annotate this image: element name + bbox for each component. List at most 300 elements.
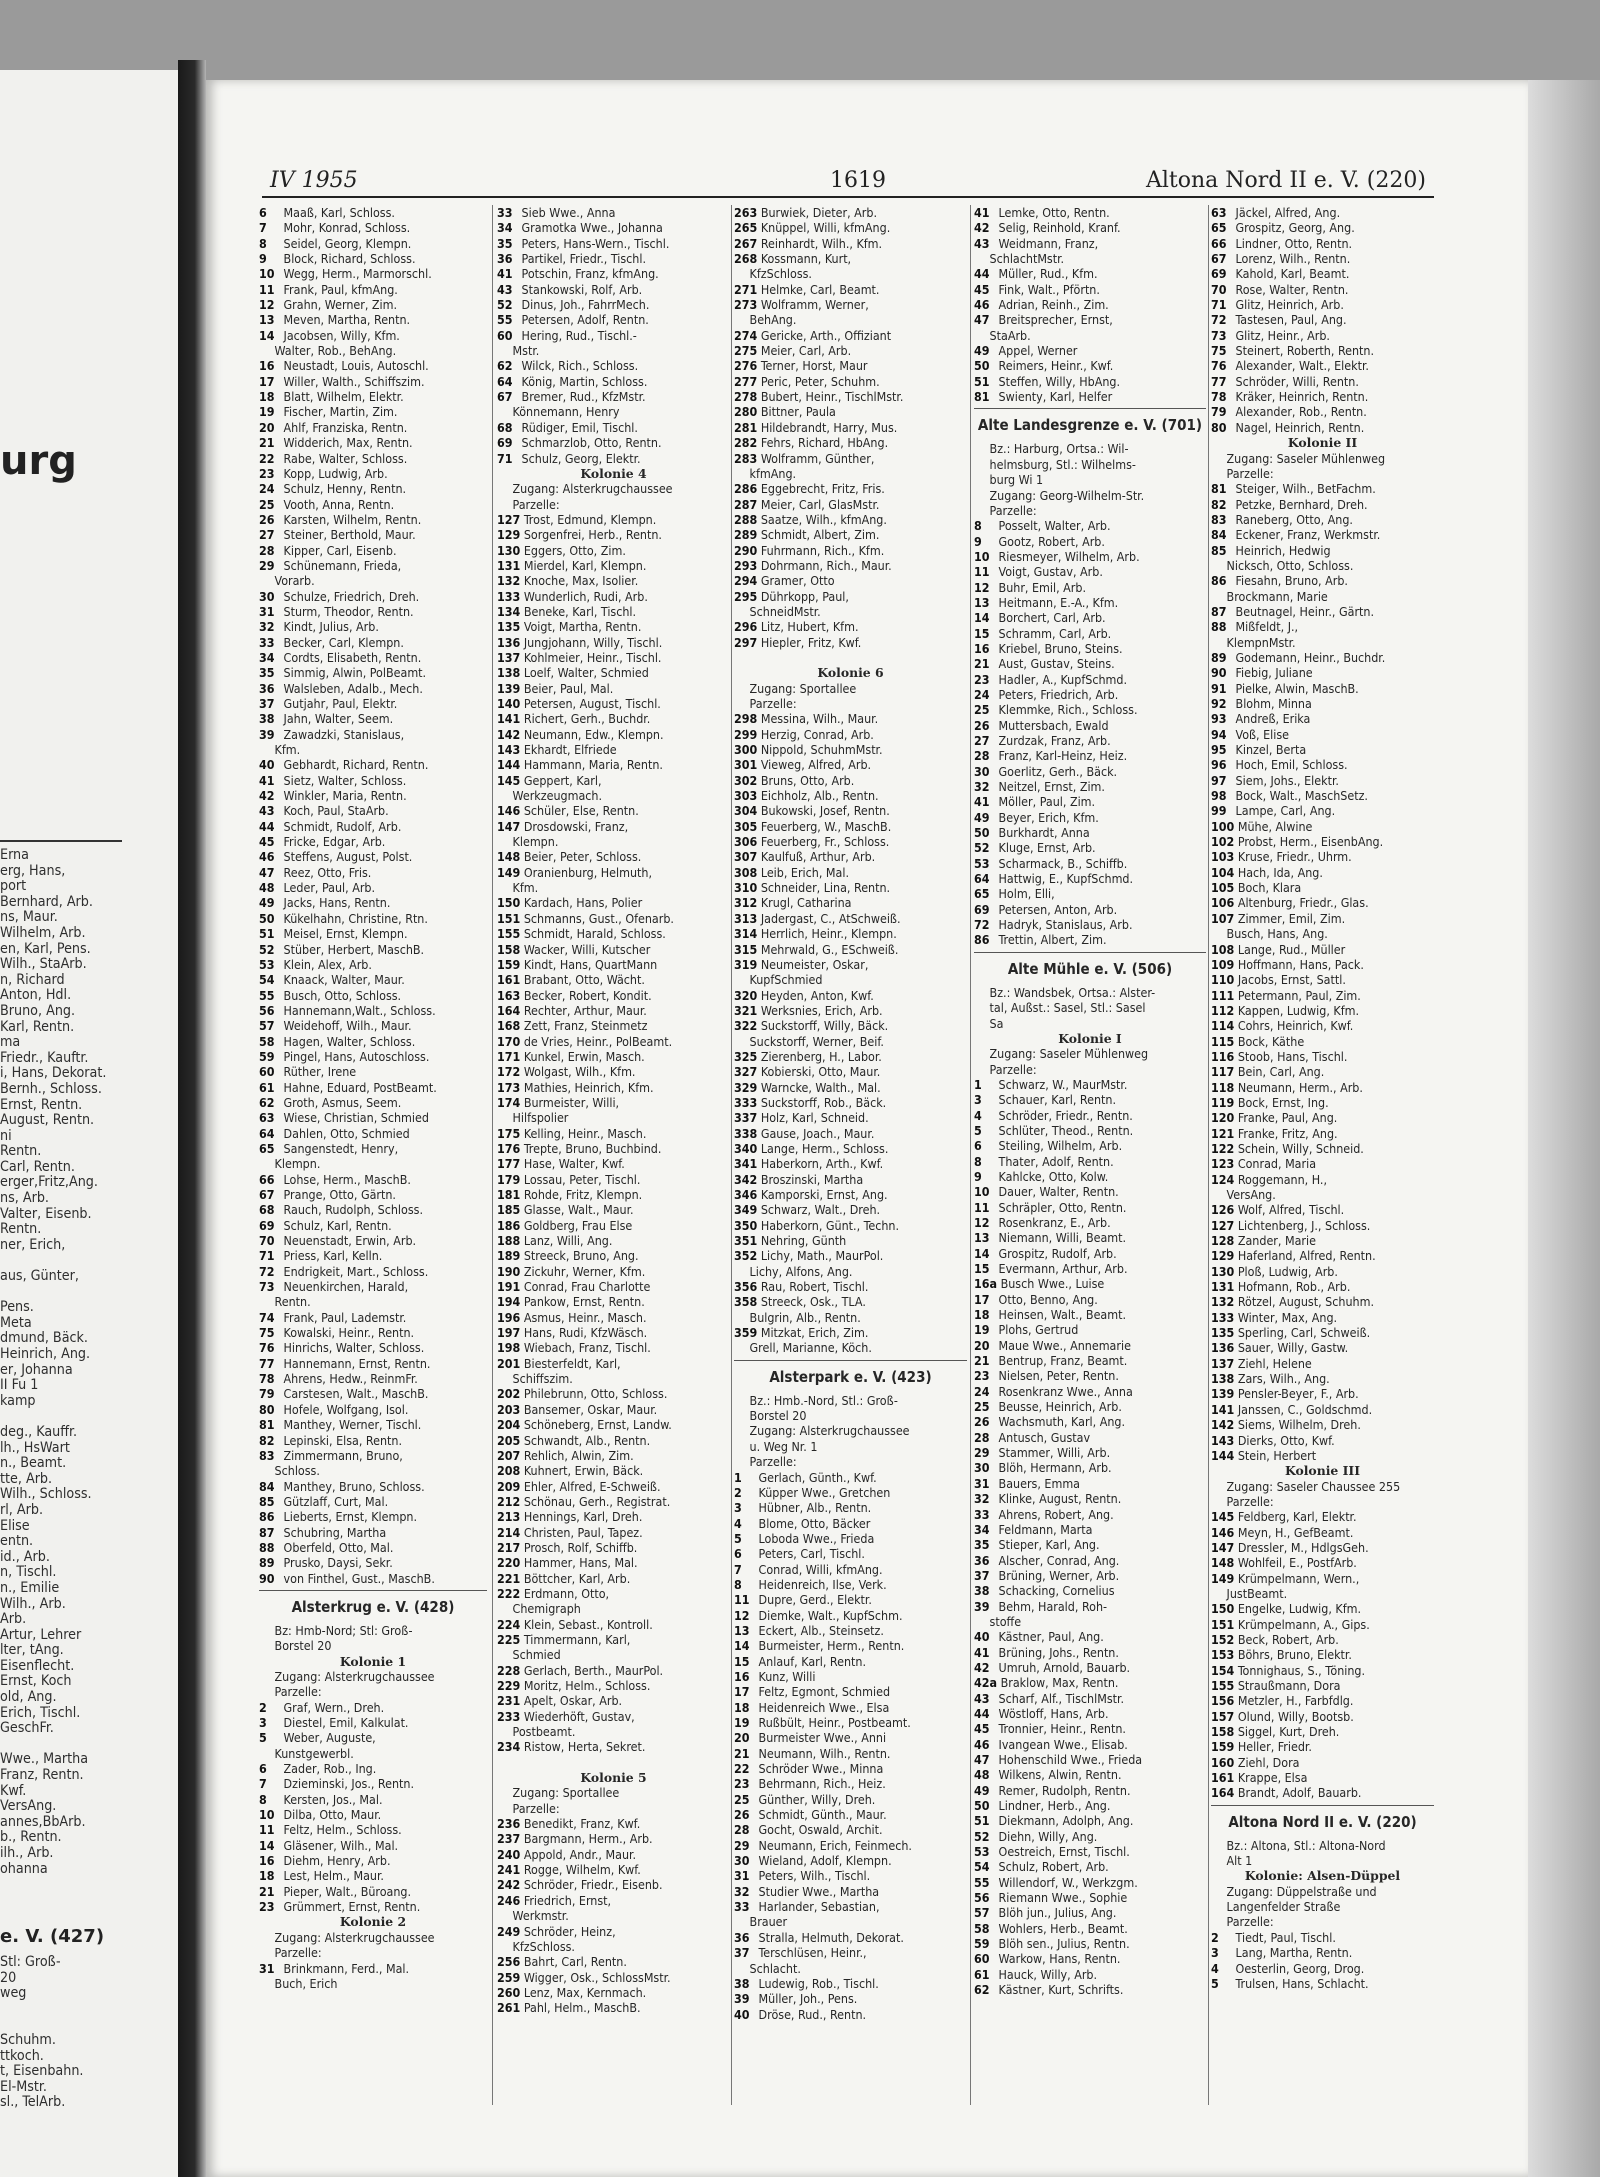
directory-entry <box>734 1991 967 2006</box>
entry-text: Schulz, Henny, Rentn. <box>283 481 407 497</box>
directory-entry <box>734 282 967 297</box>
plot-number: 33 <box>734 1899 750 1915</box>
directory-entry <box>1211 1172 1434 1187</box>
directory-entry <box>259 451 487 466</box>
left-page-line: Meta <box>0 1314 32 1331</box>
plot-number: 150 <box>497 895 521 911</box>
plot-number: 346 <box>734 1187 758 1202</box>
entry-text: Beier, Peter, Schloss. <box>523 849 642 865</box>
directory-entry <box>1211 420 1434 435</box>
plot-number: 153 <box>1211 1647 1235 1663</box>
plot-number: 23 <box>974 1368 990 1384</box>
entry-text: Hoch, Emil, Schloss. <box>1235 757 1348 773</box>
entry-text: Zugang: Alsterkrugchaussee <box>749 1423 910 1439</box>
plot-number: 185 <box>497 1202 521 1218</box>
directory-entry <box>259 1479 487 1494</box>
plot-number: 20 <box>259 419 275 435</box>
directory-entry <box>974 886 1206 901</box>
directory-entry <box>1211 1095 1434 1110</box>
plot-number: 71 <box>259 1248 275 1264</box>
entry-text: Trost, Edmund, Klempn. <box>523 511 657 527</box>
left-page-line: n, Richard <box>0 971 65 988</box>
entry-text: Siems, Wilhelm, Dreh. <box>1237 1417 1361 1433</box>
plot-number: 138 <box>497 665 521 681</box>
plot-number: 70 <box>259 1233 275 1249</box>
entry-text: Burmeister, Willi, <box>523 1094 620 1110</box>
directory-entry <box>734 1454 967 1469</box>
entry-text: Dröse, Rud., Rentn. <box>758 2006 867 2022</box>
section-heading: Kolonie 4 <box>580 465 647 481</box>
entry-text: Zimmermann, Bruno, <box>283 1447 403 1463</box>
plot-number: 293 <box>734 557 758 573</box>
entry-text: Schmied <box>512 1647 561 1663</box>
entry-text: Schwarz, Walt., Dreh. <box>760 1202 881 1218</box>
plot-number: 349 <box>734 1202 758 1218</box>
entry-text: Evermann, Arthur, Arb. <box>998 1261 1128 1276</box>
directory-entry <box>734 1654 967 1669</box>
plot-number: 132 <box>497 573 521 589</box>
page-number: 1619 <box>830 168 886 193</box>
directory-entry <box>259 834 487 849</box>
plot-number: 14 <box>259 1837 275 1853</box>
plot-number: 7 <box>259 220 267 236</box>
entry-text: Schöneberg, Ernst, Landw. <box>523 1417 672 1433</box>
directory-entry <box>734 1669 967 1684</box>
directory-entry <box>259 1064 487 1079</box>
directory-entry <box>734 1868 967 1883</box>
entry-text: burg Wi 1 <box>989 472 1044 488</box>
plot-number: 21 <box>734 1745 750 1761</box>
entry-text: Hinrichs, Walter, Schloss. <box>283 1340 425 1356</box>
directory-entry <box>734 466 967 481</box>
plot-number: 64 <box>259 1125 275 1141</box>
directory-entry <box>259 497 487 512</box>
plot-number: 214 <box>497 1524 521 1540</box>
plot-number: 62 <box>974 1982 990 1998</box>
plot-number: 112 <box>1211 1002 1235 1018</box>
directory-entry <box>974 902 1206 917</box>
directory-entry <box>259 1884 487 1899</box>
directory-entry <box>259 1156 487 1171</box>
plot-number: 133 <box>497 588 521 604</box>
plot-number: 114 <box>1211 1018 1235 1034</box>
directory-entry <box>259 1310 487 1325</box>
directory-entry <box>1211 1386 1434 1401</box>
plot-number: 61 <box>259 1079 275 1095</box>
directory-entry <box>974 917 1206 932</box>
entry-text: Goerlitz, Gerh., Bäck. <box>998 763 1118 779</box>
directory-entry <box>1211 1202 1434 1217</box>
plot-number: 44 <box>974 1705 990 1721</box>
entry-text: Hase, Walter, Kwf. <box>523 1156 625 1172</box>
plot-number: 13 <box>734 1622 750 1638</box>
entry-text: Parzelle: <box>274 1684 322 1700</box>
directory-entry <box>974 1645 1206 1660</box>
directory-entry <box>734 266 967 281</box>
plot-number: 319 <box>734 956 758 972</box>
plot-number: 32 <box>974 1491 990 1507</box>
directory-entry <box>259 1638 487 1653</box>
left-page-line: Bruno, Ang. <box>0 1002 76 1019</box>
directory-entry <box>259 266 487 281</box>
entry-text: Glitz, Heinrich, Arb. <box>1235 297 1344 313</box>
directory-entry <box>497 635 730 650</box>
directory-entry <box>974 580 1206 595</box>
entry-text: Vieweg, Alfred, Arb. <box>760 757 872 773</box>
entry-text: Müller, Rud., Kfm. <box>998 266 1098 282</box>
plot-number: 42 <box>974 220 990 236</box>
directory-entry <box>734 604 967 619</box>
directory-entry <box>974 1614 1206 1629</box>
directory-entry <box>259 650 487 665</box>
plot-number: 170 <box>497 1033 521 1049</box>
entry-text: Friedrich, Ernst, <box>523 1892 612 1908</box>
entry-text: Hammann, Maria, Rentn. <box>523 757 663 773</box>
entry-text: Sietz, Walter, Schloss. <box>283 772 407 788</box>
plot-number: 130 <box>497 542 521 558</box>
directory-entry <box>497 1724 730 1739</box>
directory-entry <box>259 773 487 788</box>
directory-entry <box>259 865 487 880</box>
left-page-line: Bernhard, Arb. <box>0 893 93 910</box>
directory-entry <box>974 1476 1206 1491</box>
entry-text: Voigt, Gustav, Arb. <box>998 564 1103 580</box>
directory-entry <box>259 358 487 373</box>
entry-text: Knaack, Walter, Maur. <box>283 972 405 988</box>
entry-text: Widderich, Max, Rentn. <box>283 435 413 451</box>
entry-text: Hering, Rud., Tischl.- <box>521 327 637 343</box>
directory-entry <box>1211 1961 1434 1976</box>
plot-number: 164 <box>1211 1785 1235 1801</box>
left-page-line: Anton, Hdl. <box>0 987 72 1004</box>
plot-number: 31 <box>259 1960 275 1976</box>
directory-entry <box>734 1126 967 1141</box>
entry-text: Kräker, Heinrich, Rentn. <box>1235 389 1369 405</box>
entry-text: Hannemann,Walt., Schloss. <box>283 1002 436 1018</box>
plot-number: 290 <box>734 542 758 558</box>
entry-text: Herzig, Conrad, Arb. <box>760 726 874 742</box>
plot-number: 108 <box>1211 941 1235 957</box>
directory-entry <box>734 1730 967 1745</box>
directory-entry <box>497 1540 730 1555</box>
directory-entry <box>497 527 730 542</box>
entry-text: Remer, Rudolph, Rentn. <box>998 1782 1131 1798</box>
entry-text: Stankowski, Rolf, Arb. <box>521 281 643 297</box>
plot-number: 22 <box>734 1761 750 1777</box>
plot-number: 32 <box>259 619 275 635</box>
plot-number: 315 <box>734 941 758 957</box>
section-heading: Kolonie III <box>1284 1463 1361 1479</box>
plot-number: 37 <box>734 1945 750 1961</box>
entry-text: Franz, Karl-Heinz, Heiz. <box>998 748 1128 764</box>
directory-entry <box>259 1402 487 1417</box>
plot-number: 47 <box>974 1752 990 1767</box>
directory-entry <box>734 1141 967 1156</box>
plot-number: 46 <box>974 297 990 313</box>
entry-text: StaArb. <box>989 327 1031 343</box>
directory-entry <box>734 358 967 373</box>
entry-text: Hadler, A., KupfSchmd. <box>998 671 1127 687</box>
plot-number: 32 <box>734 1883 750 1899</box>
entry-text: Pensler-Beyer, F., Arb. <box>1237 1386 1359 1402</box>
entry-text: Blome, Otto, Bäcker <box>758 1515 871 1531</box>
directory-entry <box>974 1430 1206 1445</box>
entry-text: Lest, Helm., Maur. <box>283 1868 384 1884</box>
entry-text: Priess, Karl, Kelln. <box>283 1248 383 1264</box>
directory-entry <box>734 512 967 527</box>
entry-text: Parzelle: <box>512 496 560 512</box>
entry-text: Seidel, Georg, Klempn. <box>283 235 412 251</box>
directory-entry <box>734 895 967 910</box>
directory-entry <box>1211 681 1434 696</box>
entry-text: Lindner, Herb., Ang. <box>998 1798 1111 1814</box>
plot-number: 142 <box>1211 1417 1235 1433</box>
plot-number: 149 <box>497 864 521 880</box>
entry-text: Anlauf, Karl, Rentn. <box>758 1653 866 1669</box>
header-right: Altona Nord II e. V. (220) <box>1146 168 1426 193</box>
entry-text: Aust, Gustav, Steins. <box>998 656 1115 672</box>
directory-entry <box>497 757 730 772</box>
directory-entry <box>734 681 967 696</box>
directory-entry <box>734 1914 967 1929</box>
plot-number: 283 <box>734 450 758 466</box>
plot-number: 107 <box>1211 910 1235 926</box>
directory-entry <box>1211 1663 1434 1678</box>
directory-entry <box>734 1034 967 1049</box>
plot-number: 138 <box>1211 1371 1235 1387</box>
plot-number: 69 <box>1211 266 1227 282</box>
directory-entry <box>1211 589 1434 604</box>
directory-entry <box>259 1294 487 1309</box>
directory-entry <box>259 1715 487 1730</box>
entry-text: Steffens, August, Polst. <box>283 849 413 865</box>
directory-entry <box>497 374 730 389</box>
directory-entry <box>259 803 487 818</box>
plot-number: 40 <box>974 1629 990 1645</box>
directory-entry <box>1211 1755 1434 1770</box>
entry-text: Burmeister Wwe., Anni <box>758 1730 887 1746</box>
directory-entry <box>1211 834 1434 849</box>
plot-number: 163 <box>497 987 521 1003</box>
plot-number: 13 <box>974 1230 990 1246</box>
directory-entry <box>734 343 967 358</box>
plot-number: 5 <box>734 1530 742 1546</box>
left-page-line: Eisenflecht. <box>0 1657 75 1674</box>
plot-number: 53 <box>259 956 275 972</box>
left-page-line <box>0 2017 178 2033</box>
entry-text: KupfSchmied <box>749 972 823 988</box>
entry-text: Prange, Otto, Gärtn. <box>283 1187 396 1202</box>
directory-entry <box>974 1660 1206 1675</box>
directory-entry <box>734 527 967 542</box>
entry-text: Klinke, August, Rentn. <box>998 1491 1122 1507</box>
plot-number: 350 <box>734 1217 758 1233</box>
left-page-line: Arb. <box>0 1611 27 1628</box>
entry-text: Becker, Robert, Kondit. <box>523 987 652 1003</box>
entry-text: Busch, Otto, Schloss. <box>283 987 402 1003</box>
directory-entry <box>734 1684 967 1699</box>
entry-text: Fiebig, Juliane <box>1235 665 1313 681</box>
entry-text: Zierenberg, H., Labor. <box>760 1048 882 1064</box>
left-page-line: II Fu 1 <box>0 1377 39 1394</box>
entry-text: Zugang: Düppelstraße und <box>1226 1883 1377 1899</box>
entry-text: Mißfeldt, J., <box>1235 619 1299 635</box>
directory-entry <box>497 1034 730 1049</box>
plot-number: 256 <box>497 1954 521 1970</box>
entry-text: Winter, Max, Ang. <box>1237 1309 1338 1325</box>
plot-number: 157 <box>1211 1708 1235 1724</box>
entry-text: Stralla, Helmuth, Dekorat. <box>758 1929 904 1945</box>
left-page-line: GeschFr. <box>0 1720 54 1737</box>
directory-entry <box>974 1905 1206 1920</box>
directory-entry <box>259 1976 487 1991</box>
left-page-line: rl, Arb. <box>0 1501 44 1518</box>
directory-entry <box>1211 895 1434 910</box>
plot-number: 59 <box>259 1048 275 1064</box>
plot-number: 21 <box>974 1353 990 1369</box>
entry-text: Karsten, Wilhelm, Rentn. <box>283 511 422 527</box>
directory-entry <box>497 1939 730 1954</box>
directory-entry <box>497 389 730 404</box>
plot-number: 359 <box>734 1325 758 1341</box>
directory-entry <box>974 343 1206 358</box>
directory-entry <box>259 1233 487 1248</box>
directory-entry <box>497 1433 730 1448</box>
directory-entry <box>974 1138 1206 1153</box>
plot-number: 327 <box>734 1064 758 1080</box>
plot-number: 36 <box>497 251 513 267</box>
entry-text: Bittner, Paula <box>760 404 836 420</box>
plot-number: 85 <box>1211 542 1227 558</box>
directory-entry <box>1211 1126 1434 1141</box>
entry-text: Zander, Marie <box>1237 1233 1316 1249</box>
plot-number: 338 <box>734 1125 758 1141</box>
entry-text: Erdmann, Otto, <box>523 1585 610 1601</box>
plot-number: 148 <box>497 849 521 865</box>
entry-text: Olund, Willy, Bootsb. <box>1237 1708 1354 1724</box>
entry-text: Brauer <box>749 1914 788 1930</box>
entry-text: Kästner, Kurt, Schrifts. <box>998 1982 1124 1998</box>
entry-text: Drosdowski, Franz, <box>523 818 629 834</box>
directory-entry <box>497 1525 730 1540</box>
plot-number: 273 <box>734 297 758 313</box>
plot-number: 57 <box>259 1018 275 1034</box>
entry-text: Gebhardt, Richard, Rentn. <box>283 757 429 773</box>
plot-number: 50 <box>259 910 275 926</box>
directory-entry <box>259 1463 487 1478</box>
entry-text: Kindt, Hans, QuartMann <box>523 956 658 972</box>
entry-text: Carstesen, Walt., MaschB. <box>283 1386 429 1402</box>
entry-text: Willer, Walth., Schiffszim. <box>283 373 425 389</box>
entry-text: Schramm, Carl, Arb. <box>998 625 1112 641</box>
plot-number: 276 <box>734 358 758 374</box>
plot-number: 86 <box>259 1509 275 1525</box>
directory-entry <box>734 880 967 895</box>
entry-text: Ahrens, Robert, Ang. <box>998 1506 1114 1522</box>
plot-number: 25 <box>734 1791 750 1807</box>
plot-number: 175 <box>497 1125 521 1141</box>
left-page-line: lh., HsWart <box>0 1439 70 1456</box>
directory-entry <box>734 1264 967 1279</box>
entry-text: Wöstloff, Hans, Arb. <box>998 1705 1109 1721</box>
directory-entry <box>974 1077 1206 1092</box>
plot-number: 132 <box>1211 1294 1235 1310</box>
directory-entry <box>734 1095 967 1110</box>
plot-number: 59 <box>974 1936 990 1952</box>
directory-entry <box>974 702 1206 717</box>
association-heading: Alte Mühle e. V. (506) <box>974 952 1206 985</box>
directory-entry <box>1211 1770 1434 1785</box>
entry-text: Warncke, Walth., Mal. <box>760 1079 881 1095</box>
directory-entry <box>974 810 1206 825</box>
directory-entry <box>734 1608 967 1623</box>
left-page-column-b <box>0 1955 178 2111</box>
directory-entry <box>734 236 967 251</box>
entry-text: Straußmann, Dora <box>1237 1678 1341 1693</box>
plot-number: 9 <box>259 251 267 267</box>
directory-entry <box>259 1945 487 1960</box>
plot-number: 140 <box>497 696 521 711</box>
entry-text: Studier Wwe., Martha <box>758 1883 880 1899</box>
directory-entry <box>734 834 967 849</box>
directory-entry <box>259 1930 487 1945</box>
entry-text: Adrian, Reinh., Zim. <box>998 297 1109 313</box>
entry-text: Bz.: Wandsbek, Ortsa.: Alster- <box>989 984 1156 1000</box>
plot-number: 33 <box>497 205 513 220</box>
entry-text: Lemke, Otto, Rentn. <box>998 205 1110 220</box>
entry-text: Potschin, Franz, kfmAng. <box>521 266 659 282</box>
plot-number: 129 <box>1211 1248 1235 1264</box>
entry-text: Kluge, Ernst, Arb. <box>998 840 1096 856</box>
entry-text: Schacking, Cornelius <box>998 1583 1115 1599</box>
plot-number: 313 <box>734 910 758 926</box>
directory-entry <box>734 849 967 864</box>
plot-number: 78 <box>259 1371 275 1387</box>
directory-entry <box>974 1767 1206 1782</box>
plot-number: 6 <box>259 205 267 220</box>
entry-text: Boch, Klara <box>1237 880 1302 896</box>
entry-text: kfmAng. <box>749 465 797 481</box>
entry-text: Sa <box>989 1015 1004 1031</box>
entry-text: Grospitz, Georg, Ang. <box>1235 220 1355 236</box>
directory-entry <box>1211 1340 1434 1355</box>
plot-number: 40 <box>259 757 275 773</box>
entry-text: Zugang: Alsterkrugchaussee <box>274 1929 435 1945</box>
entry-text: Franke, Paul, Ang. <box>1237 1110 1338 1126</box>
plot-number: 5 <box>974 1122 982 1138</box>
directory-entry <box>259 727 487 742</box>
entry-text: Selig, Reinhold, Kranf. <box>998 220 1121 236</box>
plot-number: 41 <box>974 205 990 220</box>
entry-text: Bock, Ernst, Ing. <box>1237 1094 1329 1110</box>
section-heading: Kolonie 2 <box>339 1914 407 1930</box>
entry-text: Rechter, Arthur, Maur. <box>523 1002 647 1018</box>
directory-entry <box>259 1807 487 1822</box>
directory-entry <box>734 1439 967 1454</box>
plot-number: 64 <box>497 373 513 389</box>
plot-number: 16a <box>974 1276 998 1292</box>
directory-entry <box>734 205 967 220</box>
entry-text: Kersten, Jos., Mal. <box>283 1791 383 1807</box>
directory-entry <box>1211 1586 1434 1601</box>
entry-text: Zugang: Saseler Mühlenweg <box>989 1046 1149 1062</box>
directory-entry <box>974 1629 1206 1644</box>
entry-text: Schwandt, Alb., Rentn. <box>523 1432 651 1448</box>
left-page-line: aus, Günter, <box>0 1268 79 1285</box>
entry-text: Wiebach, Franz, Tischl. <box>523 1340 651 1356</box>
left-page-line: t, Eisenbahn. <box>0 2063 84 2080</box>
entry-text: Parzelle: <box>749 696 797 711</box>
